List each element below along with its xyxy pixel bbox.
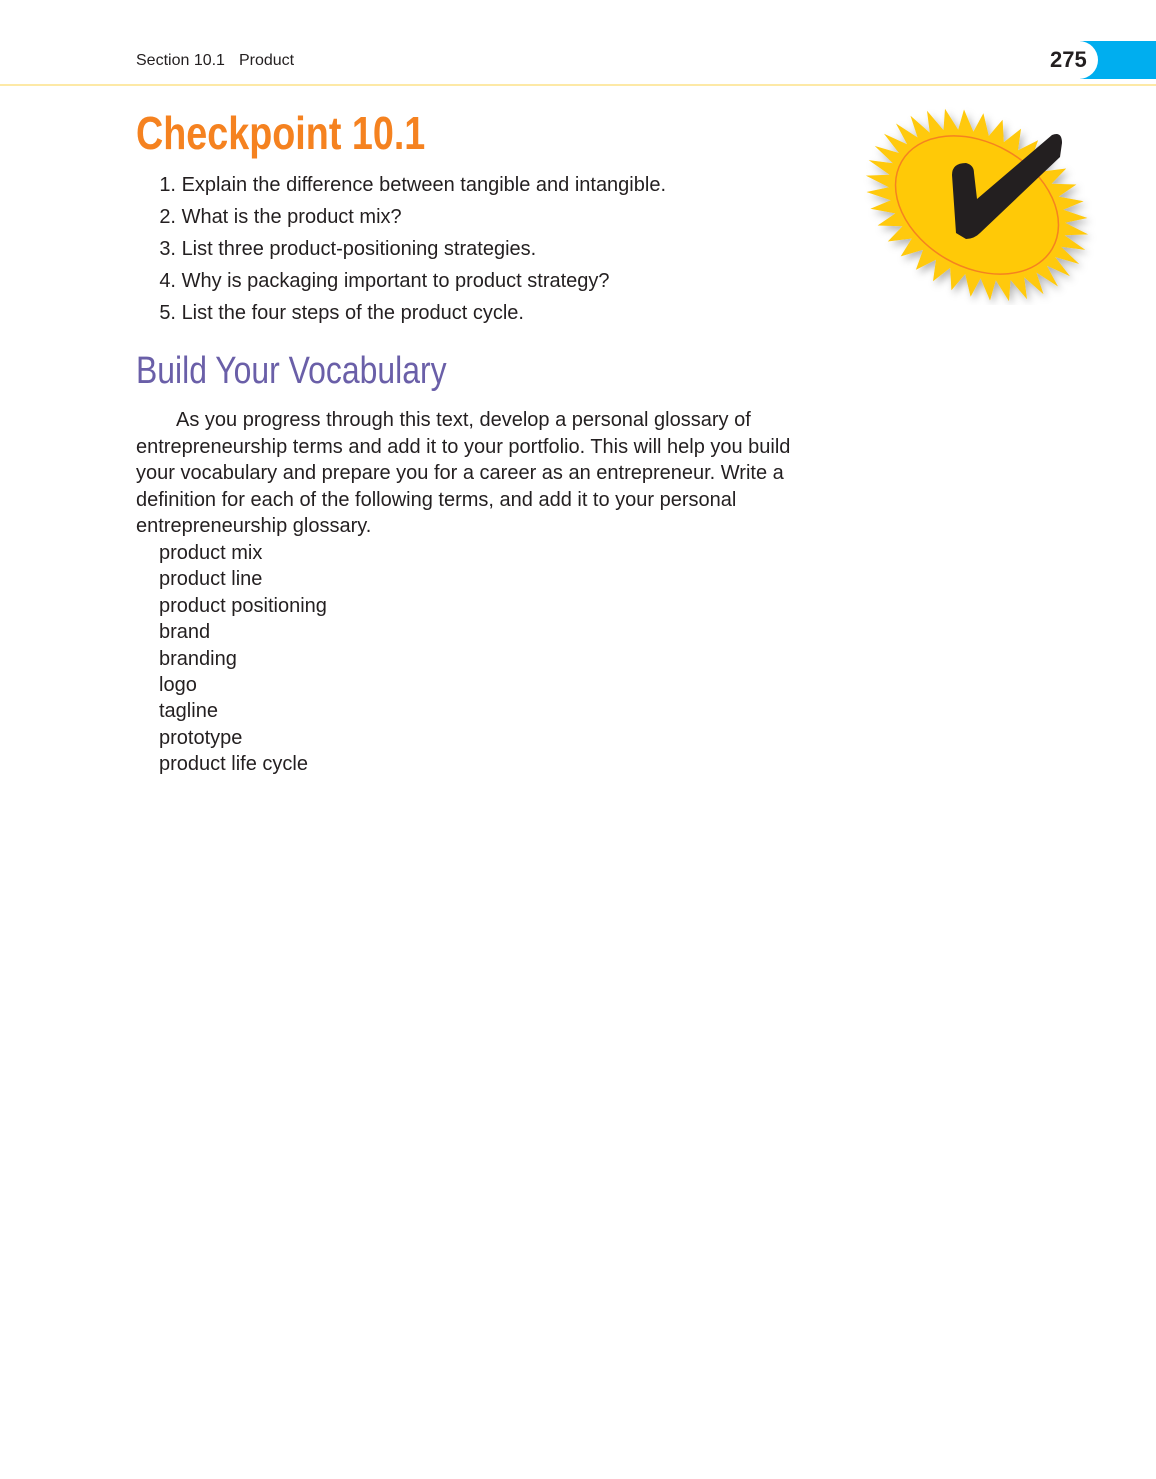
- question-list: [136, 172, 666, 332]
- item-number: 4.: [159, 270, 176, 292]
- header-rule: [0, 84, 1156, 86]
- list-item: [136, 204, 666, 236]
- item-text: Why is packaging important to product strategy?: [181, 270, 610, 292]
- item-text: List the four steps of the product cycle.: [181, 302, 524, 324]
- item-text: List three product-positioning strategies.: [181, 238, 537, 260]
- item-number: 1.: [159, 174, 176, 196]
- term-list: [159, 540, 327, 778]
- section-number: Section 10.1: [136, 52, 225, 69]
- item-number: 5.: [159, 302, 176, 324]
- term: product life cycle: [159, 753, 308, 776]
- section-title: Product: [238, 52, 295, 69]
- vocabulary-paragraph: As you progress through this text, develop a personal glossary of entrepreneurship terms and add it to your portfolio. This will help you build your vocabulary and prepare you for a career as an entrepreneur. Write a definition for each of the following terms, and add it to your personal entrepreneurship glossary.: [136, 409, 791, 537]
- item-text: What is the product mix?: [181, 206, 402, 228]
- term: brand: [159, 621, 211, 644]
- item-number: 2.: [159, 206, 176, 228]
- term: product mix: [159, 542, 263, 564]
- vocabulary-heading: Build Your Vocabulary: [136, 350, 447, 392]
- page-number: 275: [1050, 47, 1087, 72]
- term: product positioning: [159, 594, 327, 617]
- term: prototype: [159, 726, 243, 749]
- running-header: [136, 52, 294, 70]
- term: logo: [159, 674, 197, 697]
- checkpoint-title: Checkpoint 10.1: [136, 107, 426, 159]
- item-text: Explain the difference between tangible and intangible.: [181, 174, 666, 196]
- list-item: [136, 300, 666, 332]
- list-item: [136, 268, 666, 300]
- list-item: [136, 172, 666, 204]
- item-number: 3.: [159, 238, 176, 260]
- list-item: [136, 236, 666, 268]
- checkmark-badge-icon: [850, 105, 1110, 305]
- term: branding: [159, 647, 237, 670]
- term: tagline: [159, 700, 218, 723]
- term: product line: [159, 568, 263, 591]
